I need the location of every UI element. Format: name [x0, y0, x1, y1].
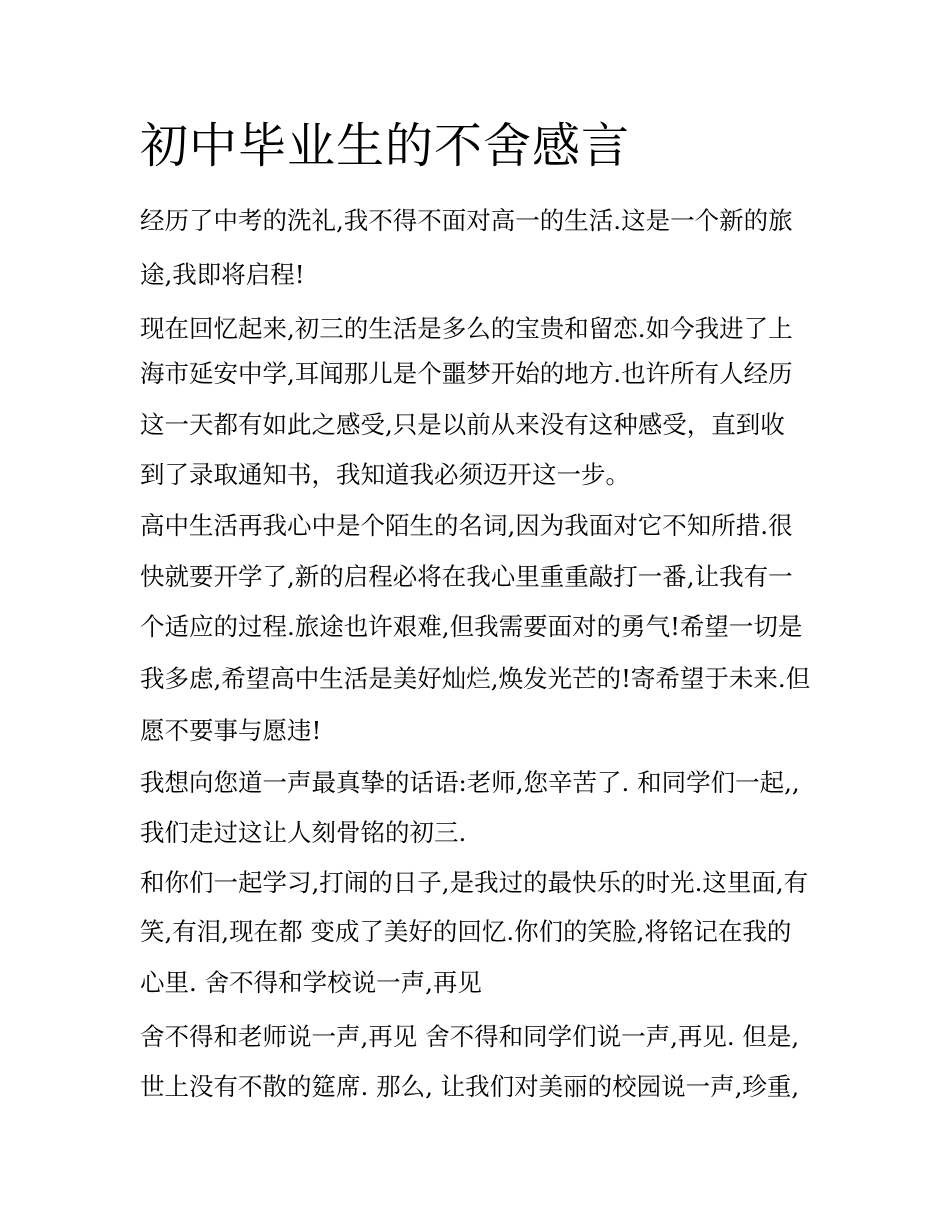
text-line: 经历了中考的洗礼,我不得不面对高一的生活.这是一个新的旅 [140, 206, 793, 235]
text-line: 笑,有泪,现在都 变成了美好的回忆.你们的笑脸,将铭记在我的 [140, 917, 792, 946]
document-title: 初中毕业生的不舍感言 [140, 118, 631, 174]
text-line: 高中生活再我心中是个陌生的名词,因为我面对它不知所措.很 [140, 511, 793, 540]
text-line: 海市延安中学,耳闻那儿是个噩梦开始的地方.也许所有人经历 [140, 359, 793, 388]
text-line: 个适应的过程.旅途也许艰难,但我需要面对的勇气!希望一切是 [140, 612, 803, 641]
text-line: 现在回忆起来,初三的生活是多么的宝贵和留恋.如今我进了上 [140, 314, 793, 343]
text-line: 到了录取通知书，我知道我必须迈开这一步。 [140, 460, 630, 489]
text-line: 世上没有不散的筵席. 那么, 让我们对美丽的校园说一声,珍重, [140, 1072, 800, 1101]
text-line: 心里. 舍不得和学校说一声,再见 [140, 968, 482, 997]
text-line: 舍不得和老师说一声,再见 舍不得和同学们说一声,再见. 但是, [140, 1022, 800, 1051]
text-line: 我们走过这让人刻骨铭的初三. [140, 818, 467, 847]
text-line: 愿不要事与愿违! [140, 716, 322, 745]
text-line: 我多虑,希望高中生活是美好灿烂,焕发光芒的!寄希望于未来.但 [140, 664, 811, 693]
text-line: 我想向您道一声最真挚的话语:老师,您辛苦了. 和同学们一起,, [140, 768, 800, 797]
text-line: 途,我即将启程! [140, 260, 305, 289]
text-line: 和你们一起学习,打闹的日子,是我过的最快乐的时光.这里面,有 [140, 868, 809, 897]
text-line: 快就要开学了,新的启程必将在我心里重重敲打一番,让我有一 [140, 562, 793, 591]
text-line: 这一天都有如此之感受,只是以前从来没有这种感受，直到收 [140, 410, 785, 439]
